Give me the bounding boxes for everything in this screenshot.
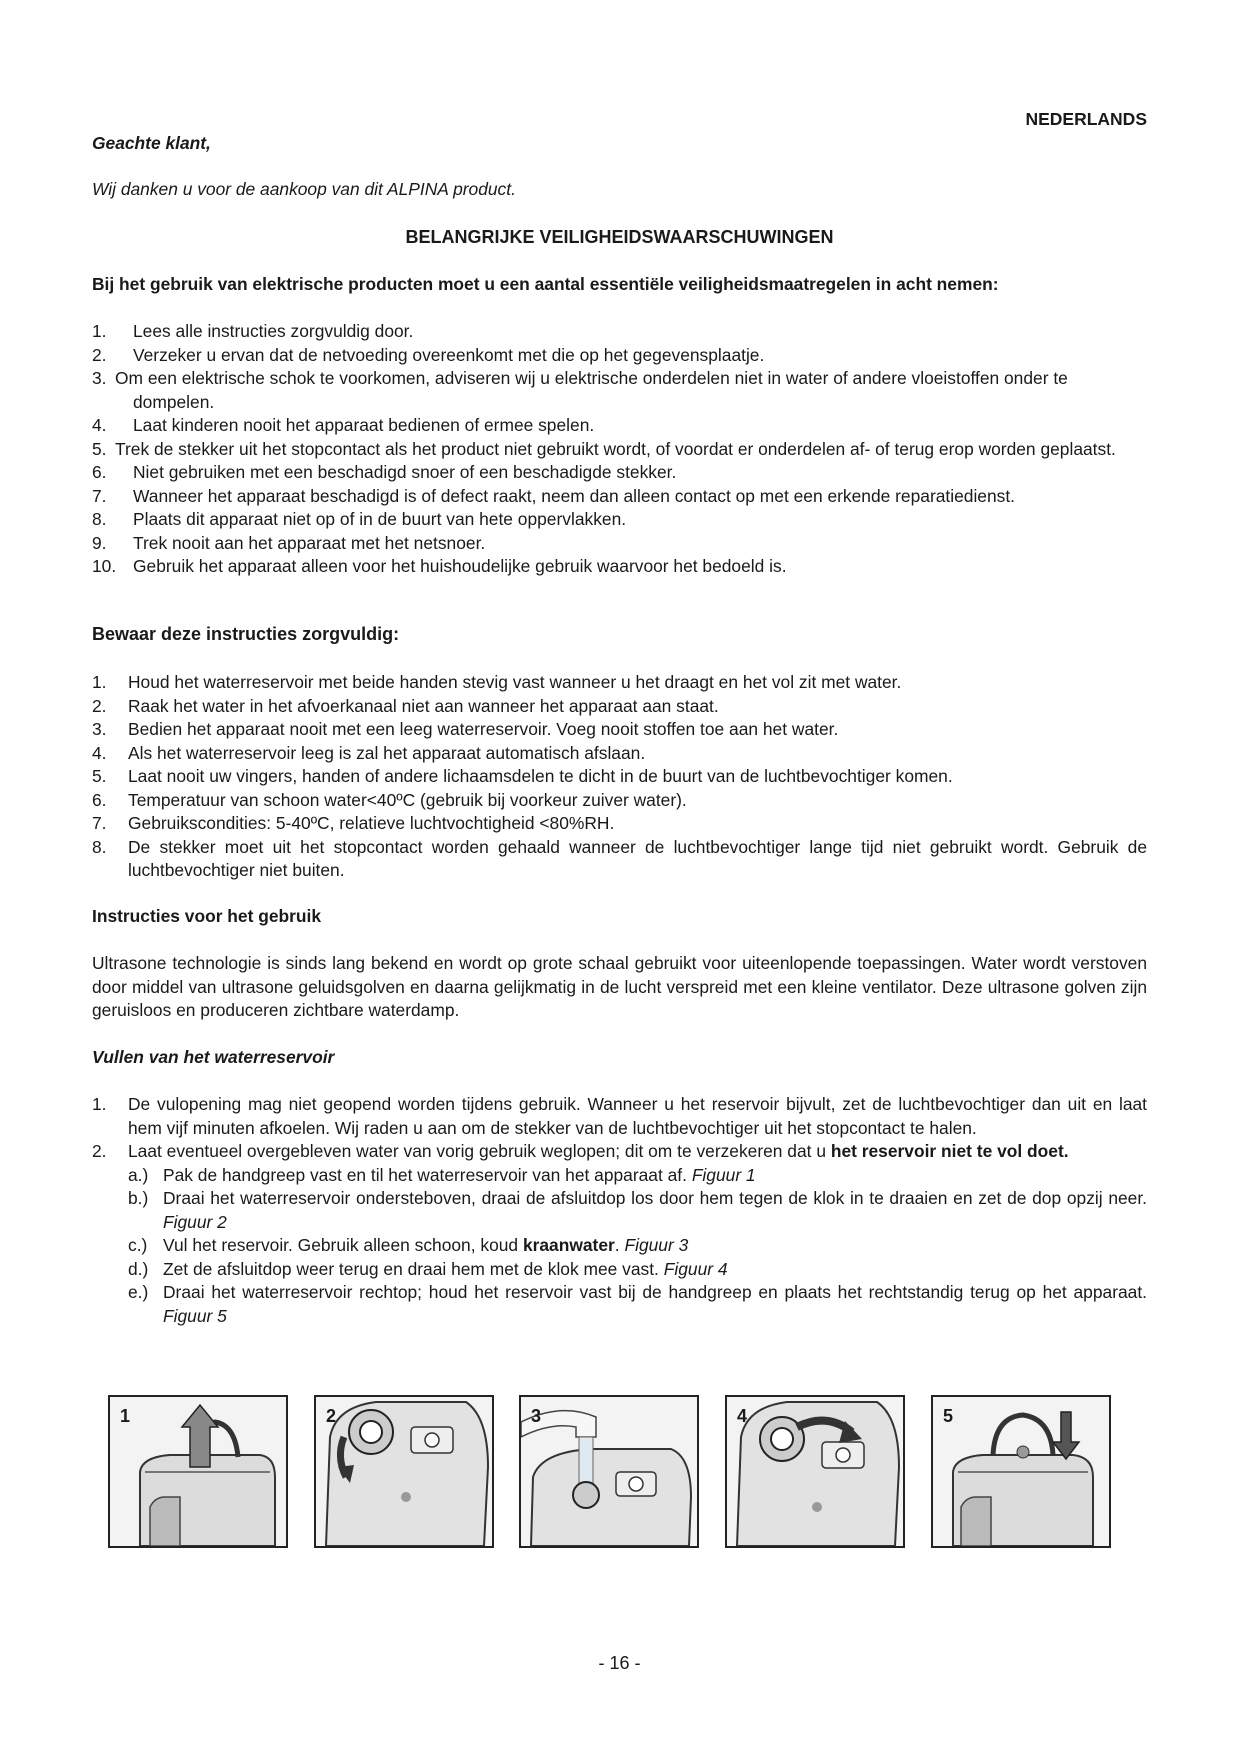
safety-list <box>92 320 1147 579</box>
safety-intro: Bij het gebruik van elektrische producten moet u een aantal essentiële veiligheidsmaatregelen in acht nemen: <box>92 274 999 294</box>
keep-item: 6. Temperatuur van schoon water<40ºC (gebruik bij voorkeur zuiver water). <box>92 789 687 810</box>
usage-body: Ultrasone technologie is sinds lang bekend en wordt op grote schaal gebruikt voor uiteenlopende toepassingen. Water wordt verstoven door middel van ultrasone geluidsgolven en daarna gelijkmatig in de lucht verspreid met een kleine ventilator. Deze ultrasone golven zijn geruisloos en produceren zichtbare waterdamp. <box>92 953 1147 1020</box>
filling-list <box>92 1093 1147 1328</box>
keep-title: Bewaar deze instructies zorgvuldig: <box>92 624 400 644</box>
figure-number: 4 <box>737 1406 748 1426</box>
filling-subitem: a.) Pak de handgreep vast en til het waterreservoir van het apparaat af. Figuur 1 <box>128 1164 756 1185</box>
keep-item: 3. Bedien het apparaat nooit met een leeg waterreservoir. Voeg nooit stoffen toe aan het water. <box>92 719 839 739</box>
safety-item: 9. Trek nooit aan het apparaat met het netsnoer. <box>92 532 486 553</box>
keep-item: 7. Gebruikscondities: 5-40ºC, relatieve luchtvochtigheid <80%RH. <box>92 813 615 833</box>
document-page <box>92 0 1147 1754</box>
usage-title: Instructies voor het gebruik <box>92 906 322 926</box>
thanks-text: Wij danken u voor de aankoop van dit ALPINA product. <box>92 179 516 199</box>
safety-item: 8. Plaats dit apparaat niet op of in de buurt van hete oppervlakken. <box>92 509 627 529</box>
keep-item: 5. Laat nooit uw vingers, handen of andere lichaamsdelen te dicht in de buurt van de luchtbevochtiger komen. <box>92 766 953 786</box>
filling-item: 2. Laat eventueel overgebleven water van vorig gebruik weglopen; dit om te verzekeren dat u het reservoir niet te vol doet. <box>92 1141 1069 1161</box>
figure-number: 1 <box>120 1406 131 1426</box>
lift-tank-illustration <box>110 1397 286 1546</box>
figure-strip <box>108 1395 1128 1546</box>
figure-4 <box>725 1395 905 1548</box>
keep-list <box>92 671 1147 883</box>
figure-number: 5 <box>943 1406 954 1426</box>
language-label: NEDERLANDS <box>1025 109 1147 129</box>
tighten-cap-illustration <box>727 1397 903 1546</box>
figure-number: 2 <box>326 1406 337 1426</box>
figure-3 <box>519 1395 699 1548</box>
safety-item: 3. Om een elektrische schok te voorkomen, adviseren wij u elektrische onderdelen niet in water of andere vloeistoffen onder te dompelen. <box>92 368 1068 412</box>
figure-1 <box>108 1395 288 1548</box>
safety-item: 4. Laat kinderen nooit het apparaat bedienen of ermee spelen. <box>92 415 595 435</box>
unscrew-cap-illustration <box>316 1397 492 1546</box>
figure-2 <box>314 1395 494 1548</box>
filling-subitem: e.) Draai het waterreservoir rechtop; houd het reservoir vast bij de handgreep en plaats het rechtstandig terug op het apparaat. Figuur 5 <box>128 1282 1147 1326</box>
safety-title: BELANGRIJKE VEILIGHEIDSWAARSCHUWINGEN <box>405 227 834 247</box>
fill-tap-illustration <box>521 1397 697 1546</box>
safety-item: 6. Niet gebruiken met een beschadigd snoer of een beschadigde stekker. <box>92 462 677 482</box>
safety-item: 7. Wanneer het apparaat beschadigd is of defect raakt, neem dan alleen contact op met een erkende reparatiedienst. <box>92 485 1016 506</box>
safety-item: 1. Lees alle instructies zorgvuldig door. <box>92 321 414 341</box>
keep-item: 1. Houd het waterreservoir met beide handen stevig vast wanneer u het draagt en het vol zit met water. <box>92 672 902 692</box>
keep-item: 8. De stekker moet uit het stopcontact worden gehaald wanneer de luchtbevochtiger lange tijd niet gebruikt wordt. Gebruik de luchtbevochtiger niet buiten. <box>92 836 1147 880</box>
filling-item: 1. De vulopening mag niet geopend worden tijdens gebruik. Wanneer u het reservoir bijvult, zet de luchtbevochtiger dan uit en laat hem vijf minuten afkoelen. Wij raden u aan om de stekker van de luchtbevochtiger uit het stopcontact te halen. <box>92 1094 1147 1138</box>
greeting: Geachte klant, <box>92 133 211 153</box>
safety-item: 10. Gebruik het apparaat alleen voor het huishoudelijke gebruik waarvoor het bedoeld is. <box>92 556 787 576</box>
filling-title: Vullen van het waterreservoir <box>92 1047 335 1067</box>
filling-subitem: d.) Zet de afsluitdop weer terug en draai hem met de klok mee vast. Figuur 4 <box>128 1258 728 1279</box>
keep-item: 2. Raak het water in het afvoerkanaal niet aan wanneer het apparaat aan staat. <box>92 695 719 716</box>
place-tank-illustration <box>933 1397 1109 1546</box>
filling-subitem: c.) Vul het reservoir. Gebruik alleen schoon, koud kraanwater. Figuur 3 <box>128 1235 689 1255</box>
keep-item: 4. Als het waterreservoir leeg is zal het apparaat automatisch afslaan. <box>92 742 646 763</box>
safety-item: 5. Trek de stekker uit het stopcontact als het product niet gebruikt wordt, of voordat er onderdelen af- of terug erop worden geplaatst. <box>92 438 1116 459</box>
safety-item: 2. Verzeker u ervan dat de netvoeding overeenkomt met die op het gegevensplaatje. <box>92 344 765 365</box>
page-number: - 16 - <box>598 1653 641 1673</box>
filling-subitem: b.) Draai het waterreservoir ondersteboven, draai de afsluitdop los door hem tegen de klok in te draaien en zet de dop opzij neer. Figuur 2 <box>128 1188 1147 1232</box>
figure-number: 3 <box>531 1406 542 1426</box>
figure-5 <box>931 1395 1111 1548</box>
